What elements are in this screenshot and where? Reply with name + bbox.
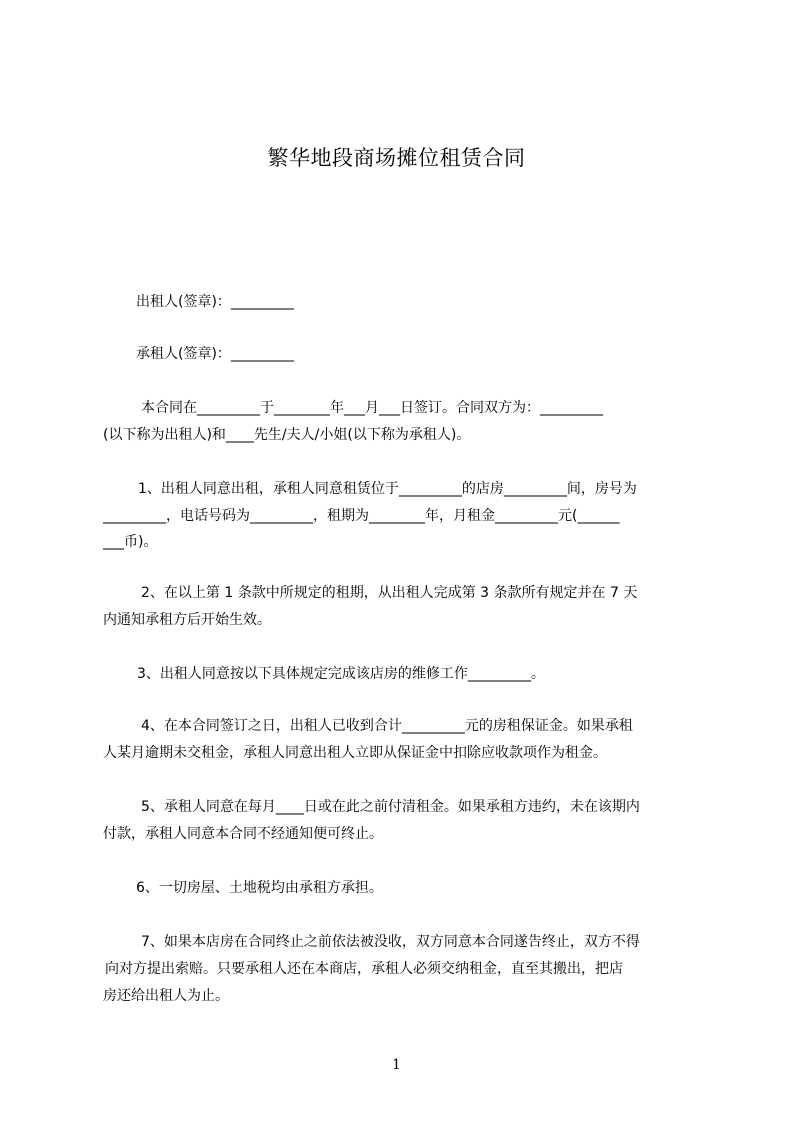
clause-7-line: 7、如果本店房在合同终止之前依法被没收，双方同意本合同遂告终止，双方不得 — [141, 934, 640, 950]
clause-6-line: 6、一切房屋、土地税均由承租方承担。 — [136, 880, 383, 896]
document-title: 繁华地段商场摊位租赁合同 — [267, 146, 526, 170]
clause-1-line: ___币)。 — [103, 534, 158, 550]
clause-2-line: 2、在以上第 1 条款中所规定的租期，从出租人完成第 3 条款所有规定并在 7 天 — [141, 585, 638, 601]
clause-4-line: 4、在本合同签订之日，出租人已收到合计_________元的房租保证金。如果承租 — [141, 718, 633, 734]
intro-line: (以下称为出租人)和____先生/夫人/小姐(以下称为承租人)。 — [103, 427, 471, 443]
lessee-signature-line: 承租人(签章)：_________ — [136, 346, 294, 362]
clause-1-line: _________，电话号码为_________，租期为________年，月租金_________元(______ — [103, 508, 620, 524]
clause-7-line: 房还给出租人为止。 — [103, 988, 229, 1004]
clause-7-line: 向对方提出索赔。只要承租人还在本商店，承租人必须交纳租金，直至其搬出，把店 — [105, 961, 623, 977]
lessor-signature-line: 出租人(签章)：_________ — [136, 294, 294, 310]
clause-2-line: 内通知承租方后开始生效。 — [103, 612, 271, 628]
clause-5-line: 5、承租人同意在每月____日或在此之前付清租金。如果承租方违约，未在该期内 — [141, 799, 640, 815]
page-number: 1 — [392, 1057, 401, 1073]
clause-4-line: 人某月逾期未交租金，承租人同意出租人立即从保证金中扣除应收款项作为租金。 — [103, 745, 607, 761]
clause-5-line: 付款，承租人同意本合同不经通知便可终止。 — [103, 826, 383, 842]
intro-line: 本合同在_________于________年___月___日签订。合同双方为：_________ — [141, 400, 603, 416]
clause-1-line: 1、出租人同意出租，承租人同意租赁位于_________的店房_________间，房号为 — [138, 481, 637, 497]
clause-3-line: 3、出租人同意按以下具体规定完成该店房的维修工作_________。 — [137, 666, 545, 682]
